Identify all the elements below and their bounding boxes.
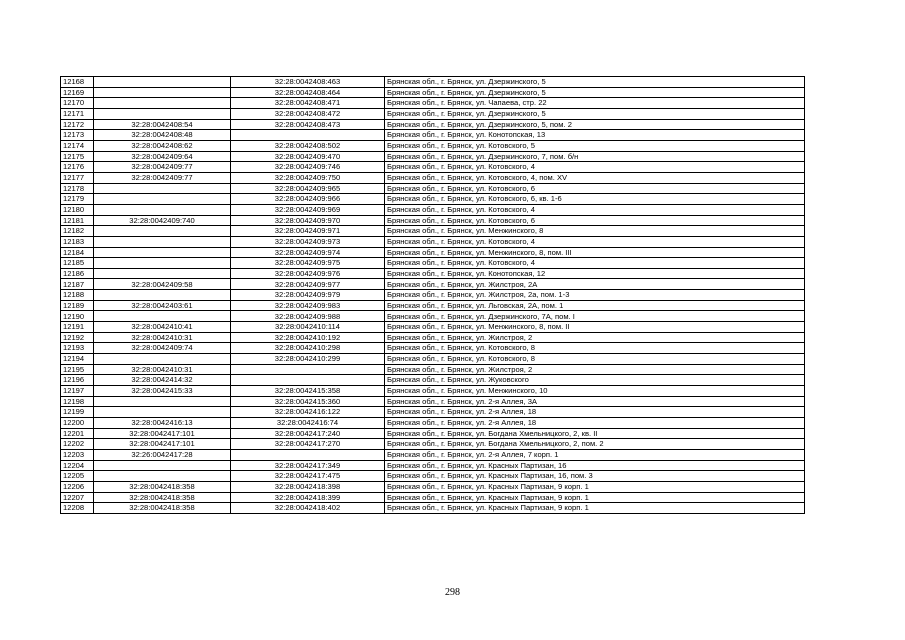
address-cell: Брянская обл., г. Брянск, ул. Котовского, 4 xyxy=(385,204,805,215)
land-cadastral-number-cell: 32:28:0042410:31 xyxy=(94,364,231,375)
table-row xyxy=(61,460,805,471)
address-cell: Брянская обл., г. Брянск, ул. Котовского, 4 xyxy=(385,258,805,269)
address-cell: Брянская обл., г. Брянск, ул. 2-я Аллея, 7 корп. 1 xyxy=(385,449,805,460)
table-row xyxy=(61,396,805,407)
row-number-cell: 12206 xyxy=(61,481,94,492)
object-cadastral-number-cell: 32:28:0042410:298 xyxy=(231,343,385,354)
row-number-cell: 12168 xyxy=(61,77,94,88)
table-row xyxy=(61,194,805,205)
table-row xyxy=(61,354,805,365)
land-cadastral-number-cell: 32:28:0042410:41 xyxy=(94,322,231,333)
object-cadastral-number-cell xyxy=(231,130,385,141)
table-row xyxy=(61,290,805,301)
address-cell: Брянская обл., г. Брянск, ул. Красных Партизан, 9 корп. 1 xyxy=(385,503,805,514)
address-cell: Брянская обл., г. Брянск, ул. Менжинского, 8, пом. II xyxy=(385,322,805,333)
object-cadastral-number-cell: 32:28:0042408:472 xyxy=(231,108,385,119)
row-number-cell: 12169 xyxy=(61,87,94,98)
table-row xyxy=(61,268,805,279)
registry-table xyxy=(60,76,805,514)
address-cell: Брянская обл., г. Брянск, ул. Дзержинского, 7, пом. б/н xyxy=(385,151,805,162)
address-cell: Брянская обл., г. Брянск, ул. Красных Партизан, 16, пом. 3 xyxy=(385,471,805,482)
table-row xyxy=(61,172,805,183)
land-cadastral-number-cell xyxy=(94,311,231,322)
land-cadastral-number-cell: 32:28:0042418:358 xyxy=(94,492,231,503)
land-cadastral-number-cell: 32:28:0042416:13 xyxy=(94,418,231,429)
object-cadastral-number-cell: 32:28:0042409:966 xyxy=(231,194,385,205)
table-row xyxy=(61,236,805,247)
row-number-cell: 12183 xyxy=(61,236,94,247)
row-number-cell: 12203 xyxy=(61,449,94,460)
object-cadastral-number-cell: 32:28:0042410:114 xyxy=(231,322,385,333)
row-number-cell: 12194 xyxy=(61,354,94,365)
table-row xyxy=(61,98,805,109)
row-number-cell: 12197 xyxy=(61,386,94,397)
address-cell: Брянская обл., г. Брянск, ул. Котовского, 6 xyxy=(385,183,805,194)
object-cadastral-number-cell: 32:28:0042417:270 xyxy=(231,439,385,450)
land-cadastral-number-cell: 32:28:0042418:358 xyxy=(94,503,231,514)
row-number-cell: 12186 xyxy=(61,268,94,279)
table-row xyxy=(61,226,805,237)
land-cadastral-number-cell: 32:28:0042403:61 xyxy=(94,300,231,311)
table-row xyxy=(61,119,805,130)
page-number: 298 xyxy=(445,587,460,598)
row-number-cell: 12198 xyxy=(61,396,94,407)
object-cadastral-number-cell: 32:28:0042408:502 xyxy=(231,140,385,151)
address-cell: Брянская обл., г. Брянск, ул. Жилстроя, 2А xyxy=(385,279,805,290)
address-cell: Брянская обл., г. Брянск, ул. Дзержинского, 5, пом. 2 xyxy=(385,119,805,130)
land-cadastral-number-cell xyxy=(94,407,231,418)
row-number-cell: 12171 xyxy=(61,108,94,119)
address-cell: Брянская обл., г. Брянск, ул. Дзержинского, 5 xyxy=(385,87,805,98)
table-row xyxy=(61,449,805,460)
table-row xyxy=(61,471,805,482)
land-cadastral-number-cell xyxy=(94,194,231,205)
row-number-cell: 12208 xyxy=(61,503,94,514)
object-cadastral-number-cell: 32:28:0042415:358 xyxy=(231,386,385,397)
table-row xyxy=(61,407,805,418)
row-number-cell: 12174 xyxy=(61,140,94,151)
object-cadastral-number-cell: 32:28:0042409:983 xyxy=(231,300,385,311)
address-cell: Брянская обл., г. Брянск, ул. Котовского, 5 xyxy=(385,140,805,151)
object-cadastral-number-cell: 32:28:0042417:475 xyxy=(231,471,385,482)
address-cell: Брянская обл., г. Брянск, ул. Красных Партизан, 9 корп. 1 xyxy=(385,492,805,503)
address-cell: Брянская обл., г. Брянск, ул. Богдана Хмельницкого, 2, пом. 2 xyxy=(385,439,805,450)
land-cadastral-number-cell xyxy=(94,471,231,482)
row-number-cell: 12187 xyxy=(61,279,94,290)
land-cadastral-number-cell: 32:28:0042418:358 xyxy=(94,481,231,492)
land-cadastral-number-cell xyxy=(94,258,231,269)
row-number-cell: 12176 xyxy=(61,162,94,173)
land-cadastral-number-cell xyxy=(94,77,231,88)
table-row xyxy=(61,386,805,397)
object-cadastral-number-cell: 32:28:0042409:988 xyxy=(231,311,385,322)
object-cadastral-number-cell: 32:28:0042408:473 xyxy=(231,119,385,130)
land-cadastral-number-cell: 32:28:0042408:62 xyxy=(94,140,231,151)
address-cell: Брянская обл., г. Брянск, ул. Дзержинского, 7А, пом. I xyxy=(385,311,805,322)
table-row xyxy=(61,503,805,514)
address-cell: Брянская обл., г. Брянск, ул. Котовского, 8 xyxy=(385,343,805,354)
object-cadastral-number-cell: 32:28:0042418:398 xyxy=(231,481,385,492)
address-cell: Брянская обл., г. Брянск, ул. Красных Партизан, 9 корп. 1 xyxy=(385,481,805,492)
address-cell: Брянская обл., г. Брянск, ул. Дзержинского, 5 xyxy=(385,108,805,119)
table-row xyxy=(61,130,805,141)
object-cadastral-number-cell: 32:28:0042408:463 xyxy=(231,77,385,88)
address-cell: Брянская обл., г. Брянск, ул. 2-я Аллея, 3А xyxy=(385,396,805,407)
row-number-cell: 12202 xyxy=(61,439,94,450)
land-cadastral-number-cell xyxy=(94,236,231,247)
table-row xyxy=(61,87,805,98)
address-cell: Брянская обл., г. Брянск, ул. Котовского, 4, пом. XV xyxy=(385,172,805,183)
address-cell: Брянская обл., г. Брянск, ул. Чапаева, стр. 22 xyxy=(385,98,805,109)
row-number-cell: 12201 xyxy=(61,428,94,439)
row-number-cell: 12189 xyxy=(61,300,94,311)
row-number-cell: 12193 xyxy=(61,343,94,354)
land-cadastral-number-cell: 32:28:0042409:77 xyxy=(94,172,231,183)
table-row xyxy=(61,215,805,226)
table-row xyxy=(61,418,805,429)
table-row xyxy=(61,364,805,375)
address-cell: Брянская обл., г. Брянск, ул. Жуковского xyxy=(385,375,805,386)
table-row xyxy=(61,343,805,354)
land-cadastral-number-cell: 32:28:0042409:58 xyxy=(94,279,231,290)
object-cadastral-number-cell: 32:28:0042409:977 xyxy=(231,279,385,290)
land-cadastral-number-cell: 32:28:0042410:31 xyxy=(94,332,231,343)
table-row xyxy=(61,279,805,290)
row-number-cell: 12178 xyxy=(61,183,94,194)
address-cell: Брянская обл., г. Брянск, ул. Дзержинского, 5 xyxy=(385,77,805,88)
land-cadastral-number-cell: 32:26:0042417:28 xyxy=(94,449,231,460)
table-row xyxy=(61,77,805,88)
object-cadastral-number-cell xyxy=(231,375,385,386)
address-cell: Брянская обл., г. Брянск, ул. Котовского, 6 xyxy=(385,215,805,226)
row-number-cell: 12199 xyxy=(61,407,94,418)
object-cadastral-number-cell: 32:28:0042418:402 xyxy=(231,503,385,514)
land-cadastral-number-cell xyxy=(94,226,231,237)
land-cadastral-number-cell: 32:28:0042409:77 xyxy=(94,162,231,173)
land-cadastral-number-cell xyxy=(94,108,231,119)
land-cadastral-number-cell xyxy=(94,354,231,365)
row-number-cell: 12185 xyxy=(61,258,94,269)
address-cell: Брянская обл., г. Брянск, ул. Конотопская, 12 xyxy=(385,268,805,279)
object-cadastral-number-cell: 32:28:0042408:464 xyxy=(231,87,385,98)
address-cell: Брянская обл., г. Брянск, ул. Жилстроя, 2 xyxy=(385,364,805,375)
row-number-cell: 12205 xyxy=(61,471,94,482)
land-cadastral-number-cell: 32:28:0042417:101 xyxy=(94,428,231,439)
row-number-cell: 12182 xyxy=(61,226,94,237)
land-cadastral-number-cell xyxy=(94,247,231,258)
row-number-cell: 12190 xyxy=(61,311,94,322)
table-row xyxy=(61,300,805,311)
address-cell: Брянская обл., г. Брянск, ул. 2-я Аллея, 18 xyxy=(385,407,805,418)
object-cadastral-number-cell: 32:28:0042418:399 xyxy=(231,492,385,503)
object-cadastral-number-cell: 32:28:0042409:970 xyxy=(231,215,385,226)
table-row xyxy=(61,162,805,173)
land-cadastral-number-cell xyxy=(94,460,231,471)
object-cadastral-number-cell: 32:28:0042409:746 xyxy=(231,162,385,173)
row-number-cell: 12188 xyxy=(61,290,94,301)
land-cadastral-number-cell: 32:28:0042408:48 xyxy=(94,130,231,141)
table-row xyxy=(61,247,805,258)
table-row xyxy=(61,183,805,194)
row-number-cell: 12207 xyxy=(61,492,94,503)
land-cadastral-number-cell: 32:28:0042408:54 xyxy=(94,119,231,130)
object-cadastral-number-cell: 32:28:0042416:74 xyxy=(231,418,385,429)
address-cell: Брянская обл., г. Брянск, ул. Жилстроя, 2а, пом. 1-3 xyxy=(385,290,805,301)
row-number-cell: 12175 xyxy=(61,151,94,162)
row-number-cell: 12170 xyxy=(61,98,94,109)
object-cadastral-number-cell: 32:28:0042409:971 xyxy=(231,226,385,237)
land-cadastral-number-cell xyxy=(94,183,231,194)
address-cell: Брянская обл., г. Брянск, ул. Льговская, 2А, пом. 1 xyxy=(385,300,805,311)
row-number-cell: 12196 xyxy=(61,375,94,386)
table-row xyxy=(61,108,805,119)
object-cadastral-number-cell: 32:28:0042409:973 xyxy=(231,236,385,247)
table-row xyxy=(61,151,805,162)
object-cadastral-number-cell: 32:28:0042409:974 xyxy=(231,247,385,258)
address-cell: Брянская обл., г. Брянск, ул. Богдана Хмельницкого, 2, кв. II xyxy=(385,428,805,439)
address-cell: Брянская обл., г. Брянск, ул. Менжинского, 8 xyxy=(385,226,805,237)
address-cell: Брянская обл., г. Брянск, ул. 2-я Аллея, 18 xyxy=(385,418,805,429)
row-number-cell: 12200 xyxy=(61,418,94,429)
table-row xyxy=(61,375,805,386)
object-cadastral-number-cell: 32:28:0042409:975 xyxy=(231,258,385,269)
table-row xyxy=(61,439,805,450)
object-cadastral-number-cell xyxy=(231,364,385,375)
land-cadastral-number-cell xyxy=(94,98,231,109)
address-cell: Брянская обл., г. Брянск, ул. Котовского, 4 xyxy=(385,162,805,173)
object-cadastral-number-cell xyxy=(231,449,385,460)
row-number-cell: 12184 xyxy=(61,247,94,258)
table-row xyxy=(61,322,805,333)
row-number-cell: 12180 xyxy=(61,204,94,215)
row-number-cell: 12172 xyxy=(61,119,94,130)
row-number-cell: 12195 xyxy=(61,364,94,375)
object-cadastral-number-cell: 32:28:0042409:976 xyxy=(231,268,385,279)
land-cadastral-number-cell xyxy=(94,268,231,279)
address-cell: Брянская обл., г. Брянск, ул. Красных Партизан, 16 xyxy=(385,460,805,471)
address-cell: Брянская обл., г. Брянск, ул. Жилстроя, 2 xyxy=(385,332,805,343)
row-number-cell: 12192 xyxy=(61,332,94,343)
table-row xyxy=(61,204,805,215)
address-cell: Брянская обл., г. Брянск, ул. Котовского, 4 xyxy=(385,236,805,247)
land-cadastral-number-cell xyxy=(94,290,231,301)
land-cadastral-number-cell: 32:28:0042414:32 xyxy=(94,375,231,386)
object-cadastral-number-cell: 32:28:0042408:471 xyxy=(231,98,385,109)
object-cadastral-number-cell: 32:28:0042409:969 xyxy=(231,204,385,215)
object-cadastral-number-cell: 32:28:0042417:240 xyxy=(231,428,385,439)
address-cell: Брянская обл., г. Брянск, ул. Менжинского, 10 xyxy=(385,386,805,397)
table-row xyxy=(61,140,805,151)
row-number-cell: 12204 xyxy=(61,460,94,471)
table-row xyxy=(61,481,805,492)
registry-table-body xyxy=(61,77,805,514)
address-cell: Брянская обл., г. Брянск, ул. Котовского, 6, кв. 1-6 xyxy=(385,194,805,205)
table-row xyxy=(61,311,805,322)
row-number-cell: 12179 xyxy=(61,194,94,205)
land-cadastral-number-cell: 32:28:0042409:74 xyxy=(94,343,231,354)
object-cadastral-number-cell: 32:28:0042409:470 xyxy=(231,151,385,162)
land-cadastral-number-cell: 32:28:0042409:64 xyxy=(94,151,231,162)
row-number-cell: 12173 xyxy=(61,130,94,141)
row-number-cell: 12191 xyxy=(61,322,94,333)
land-cadastral-number-cell: 32:28:0042415:33 xyxy=(94,386,231,397)
table-row xyxy=(61,492,805,503)
row-number-cell: 12177 xyxy=(61,172,94,183)
land-cadastral-number-cell xyxy=(94,87,231,98)
address-cell: Брянская обл., г. Брянск, ул. Котовского, 8 xyxy=(385,354,805,365)
object-cadastral-number-cell: 32:28:0042409:979 xyxy=(231,290,385,301)
table-row xyxy=(61,428,805,439)
table-row xyxy=(61,332,805,343)
object-cadastral-number-cell: 32:28:0042409:965 xyxy=(231,183,385,194)
row-number-cell: 12181 xyxy=(61,215,94,226)
object-cadastral-number-cell: 32:28:0042410:299 xyxy=(231,354,385,365)
table-row xyxy=(61,258,805,269)
land-cadastral-number-cell xyxy=(94,204,231,215)
object-cadastral-number-cell: 32:28:0042417:349 xyxy=(231,460,385,471)
land-cadastral-number-cell: 32:28:0042409:740 xyxy=(94,215,231,226)
address-cell: Брянская обл., г. Брянск, ул. Менжинского, 8, пом. III xyxy=(385,247,805,258)
address-cell: Брянская обл., г. Брянск, ул. Конотопская, 13 xyxy=(385,130,805,141)
object-cadastral-number-cell: 32:28:0042416:122 xyxy=(231,407,385,418)
object-cadastral-number-cell: 32:28:0042409:750 xyxy=(231,172,385,183)
land-cadastral-number-cell: 32:28:0042417:101 xyxy=(94,439,231,450)
land-cadastral-number-cell xyxy=(94,396,231,407)
object-cadastral-number-cell: 32:28:0042410:192 xyxy=(231,332,385,343)
object-cadastral-number-cell: 32:28:0042415:360 xyxy=(231,396,385,407)
